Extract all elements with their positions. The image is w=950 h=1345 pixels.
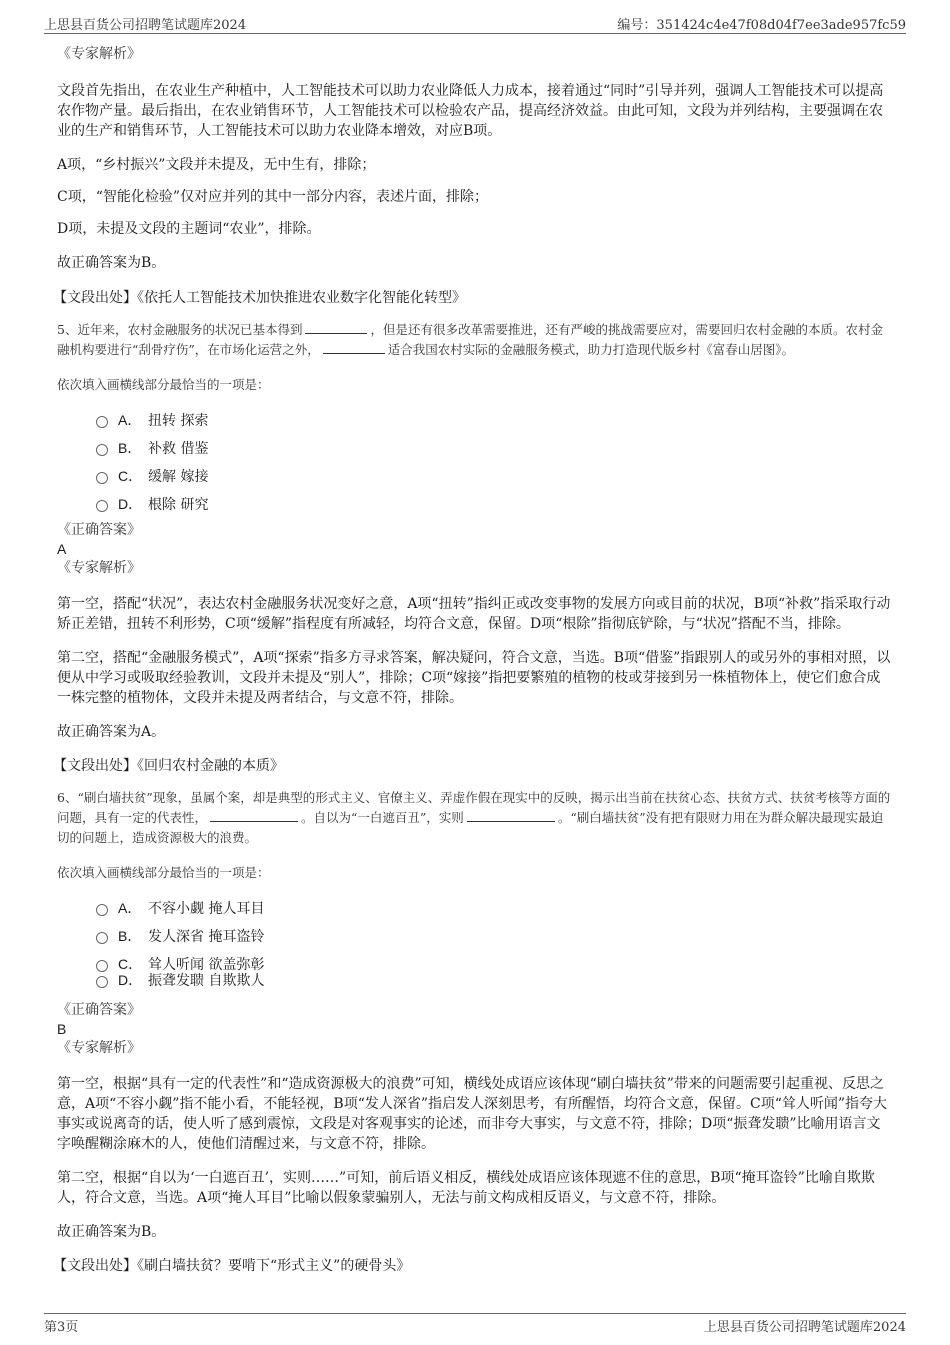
answer-conclusion: 故正确答案为A。 [57,724,166,740]
analysis-paragraph: A项，“乡村振兴”文段并未提及，无中生有，排除； [57,157,376,173]
expert-analysis-label: 《专家解析》 [57,560,141,576]
option-a[interactable]: A． 不容小觑 掩人耳目 [57,896,893,924]
question-5-text: 5、近年来，农村金融服务的状况已基本得到 ，但是还有很多改革需要推进，还有严峻的挑战需要应对，需要回归农村金融的本质。农村金融机构要进行“刮骨疗伤”，在市场化运营之外， 适合我国农村实际的金融服务模式，助力打造现代版乡村《富春山居图》。 [57,322,883,357]
radio-icon[interactable] [96,416,108,428]
footer-doc-title: 上思县百货公司招聘笔试题库2024 [703,1320,906,1335]
option-c[interactable]: C． 缓解 嫁接 [57,464,893,492]
option-b[interactable]: B． 补救 借鉴 [57,436,893,464]
correct-answer-label: 《正确答案》 [57,522,141,538]
radio-icon[interactable] [96,472,108,484]
question-prompt: 依次填入画横线部分最恰当的一项是： [57,865,270,880]
analysis-paragraph: 第一空，搭配“状况”，表达农村金融服务状况变好之意，A项“扭转”指纠正或改变事物的发展方向或目前的状况，B项“补救”指采取行动矫正差错，扭转不利形势，C项“缓解”指程度有所减轻，均符合文意，保留。D项“根除”指彻底铲除，与“状况”搭配不当，排除。 [57,596,891,632]
radio-icon[interactable] [96,976,108,988]
option-d[interactable]: D． 振聋发聩 自欺欺人 [57,968,893,996]
source-citation: 【文段出处】《刷白墙扶贫？要啃下“形式主义”的硬骨头》 [53,1258,411,1274]
header-doc-title: 上思县百货公司招聘笔试题库2024 [44,18,247,33]
option-a[interactable]: A． 扭转 探索 [57,408,893,436]
radio-icon[interactable] [96,904,108,916]
expert-analysis-label: 《专家解析》 [57,46,141,62]
option-d[interactable]: D． 根除 研究 [57,492,893,520]
question-prompt: 依次填入画横线部分最恰当的一项是： [57,377,270,392]
analysis-paragraph: 第一空，根据“具有一定的代表性”和“造成资源极大的浪费”可知，横线处成语应该体现“刷白墙扶贫”带来的问题需要引起重视、反思之意，A项“不容小觑”指不能小看，不能轻视，B项“发人深省”指启发人深刻思考，有所醒悟，均符合文意，保留。C项“耸人听闻”指夸大事实或说离奇的话，使人听了感到震惊，文段是对客观事实的论述，而非夸大事实，与文意不符，排除；D项“振聋发聩”比喻用语言文字唤醒糊涂麻木的人，使他们清醒过来，与文意不符，排除。 [57,1076,888,1152]
fill-blank [323,341,385,354]
question-6-text: 6、“刷白墙扶贫”现象，虽属个案，却是典型的形式主义、官僚主义、弄虚作假在现实中的反映，揭示出当前在扶贫心态、扶贫方式、扶贫考核等方面的问题，具有一定的代表性， 。自以为“一白遮百丑”，实则 。“刷白墙扶贫”没有把有限财力用在为群众解决最现实最迫切的问题上，造成资源极大的浪费。 [57,790,891,845]
header-doc-id: 编号：351424c4e47f08d04f7ee3ade957fc59 [617,18,906,33]
header-divider [44,33,906,34]
fill-blank [305,321,367,334]
correct-answer-label: 《正确答案》 [57,1002,141,1018]
source-citation: 【文段出处】《依托人工智能技术加快推进农业数字化智能化转型》 [53,290,466,306]
page-header [44,10,906,34]
option-b[interactable]: B． 发人深省 掩耳盗铃 [57,924,893,952]
fill-blank [467,809,555,822]
fill-blank [210,809,298,822]
radio-icon[interactable] [96,444,108,456]
page-content [53,44,893,1276]
analysis-paragraph: C项，“智能化检验”仅对应并列的其中一部分内容，表述片面，排除； [57,189,489,205]
answer-conclusion: 故正确答案为B。 [57,255,166,271]
analysis-paragraph: D项，未提及文段的主题词“农业”，排除。 [57,221,321,237]
option-c[interactable]: C． 耸人听闻 欲盖弥彰 [57,952,893,968]
radio-icon[interactable] [96,932,108,944]
analysis-paragraph: 第二空，搭配“金融服务模式”，A项“探索”指多方寻求答案，解决疑问，符合文意，当选。B项“借鉴”指跟别人的或另外的事相对照，以便从中学习或吸取经验教训，文段并未提及“别人”，排除；C项“嫁接”指把要繁殖的植物的枝或芽接到另一株植物体上，使它们愈合成一株完整的植物体，文段并未提及两者结合，与文意不符，排除。 [57,650,891,706]
correct-answer-value: A [57,541,67,557]
footer-divider [44,1313,906,1314]
radio-icon[interactable] [96,500,108,512]
footer-page-number: 第3页 [44,1320,79,1335]
analysis-paragraph: 第二空，根据“自以为‘一白遮百丑’，实则……”可知，前后语义相反，横线处成语应该体现遮不住的意思，B项“掩耳盗铃”比喻自欺欺人，符合文意，当选。A项“掩人耳目”比喻以假象蒙骗别人，无法与前文构成相反语义，与文意不符，排除。 [57,1170,875,1206]
analysis-paragraph: 文段首先指出，在农业生产种植中，人工智能技术可以助力农业降低人力成本，接着通过“同时”引导并列，强调人工智能技术可以提高农作物产量。最后指出，在农业销售环节，人工智能技术可以检验农产品，提高经济效益。由此可知，文段为并列结构，主要强调在农业的生产和销售环节，人工智能技术可以助力农业降本增效，对应B项。 [57,83,884,139]
answer-conclusion: 故正确答案为B。 [57,1224,166,1240]
expert-analysis-label: 《专家解析》 [57,1040,141,1056]
source-citation: 【文段出处】《回归农村金融的本质》 [53,758,284,774]
correct-answer-value: B [57,1021,67,1037]
